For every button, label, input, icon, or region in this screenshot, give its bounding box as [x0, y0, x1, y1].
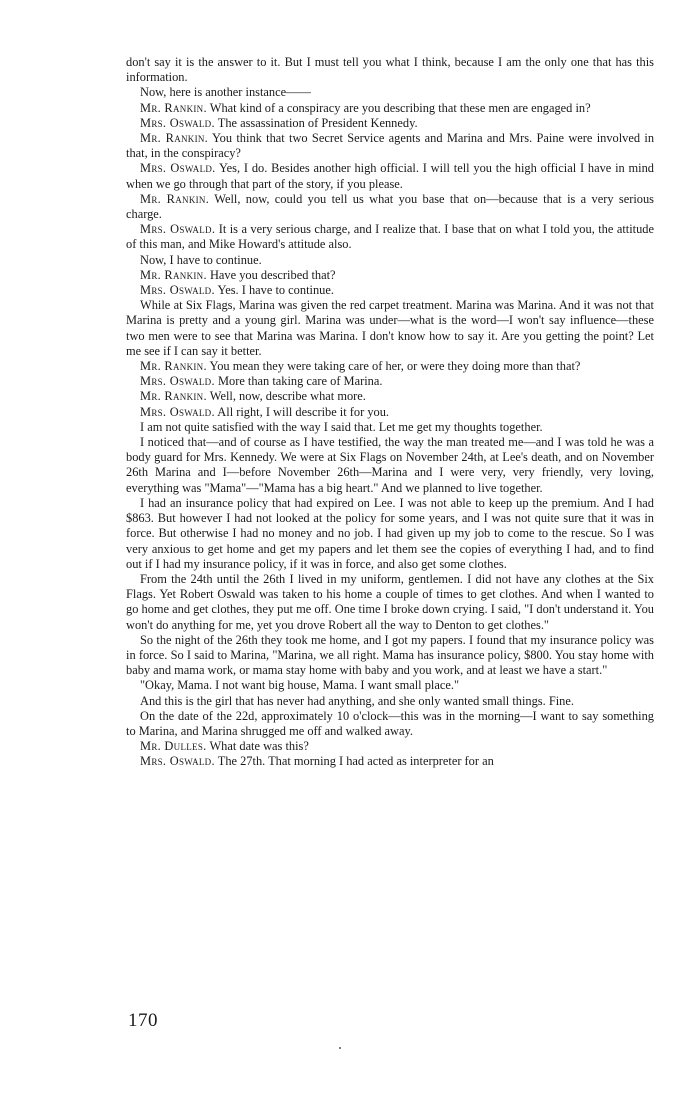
paragraph-text: The assassination of President Kennedy.: [217, 115, 418, 130]
transcript-paragraph: [126, 222, 654, 252]
paragraph-text: It is a very serious charge, and I realize that. I base that on what I told you, the attitude of this man, and Mike Howard's attitude also.: [126, 222, 654, 252]
speaker-name: Mrs. Oswald.: [140, 404, 215, 419]
speaker-name: Mrs. Oswald.: [140, 222, 216, 237]
speaker-name: Mr. Rankin.: [140, 100, 207, 115]
paragraph-text: Now, I have to continue.: [140, 252, 262, 267]
transcript-paragraph: [126, 709, 654, 739]
transcript-paragraph: [126, 283, 654, 298]
transcript-paragraph: [126, 161, 654, 191]
transcript-paragraph: [126, 572, 654, 633]
paragraph-text: Now, here is another instance——: [140, 85, 311, 100]
paragraph-text: And this is the girl that has never had anything, and she only wanted small things. Fine.: [140, 693, 574, 708]
paragraph-text: I had an insurance policy that had expired on Lee. I was not able to keep up the premium. And I had $863. But however I had not looked at the policy for some years, and I was not quite sure that it was in force. But otherwise I had no money and no job. I had given up my job to come to the rescue. So I was very anxious to get home and get my papers and let them see the copies of everything I had, and to find out if I had my insurance policy, if it was in force, and also get some clothes.: [126, 495, 654, 571]
transcript-paragraph: [126, 633, 654, 679]
paragraph-text: I am not quite satisfied with the way I said that. Let me get my thoughts together.: [140, 419, 543, 434]
speaker-name: Mrs. Oswald.: [140, 283, 215, 298]
transcript-paragraph: [126, 192, 654, 222]
speaker-name: Mr. Dulles.: [140, 739, 207, 754]
transcript-paragraph: [126, 85, 654, 100]
transcript-paragraph: [126, 116, 654, 131]
paragraph-text: The 27th. That morning I had acted as interpreter for an: [217, 754, 494, 769]
transcript-paragraph: [126, 55, 654, 85]
transcript-paragraph: [126, 359, 654, 374]
transcript-paragraph: [126, 420, 654, 435]
transcript-paragraph: [126, 389, 654, 404]
transcript-paragraph: [126, 374, 654, 389]
paragraph-text: Have you described that?: [209, 267, 336, 282]
speaker-name: Mrs. Oswald.: [140, 115, 215, 130]
paragraph-text: Yes, I do. Besides another high official. I will tell you the high official I have in mind when we go through that part of the story, if you please.: [126, 161, 655, 191]
transcript-paragraph: [126, 405, 654, 420]
paragraph-text: What kind of a conspiracy are you describing that these men are engaged in?: [209, 100, 591, 115]
paragraph-text: don't say it is the answer to it. But I must tell you what I think, because I am the only one that has this information.: [126, 55, 654, 85]
paragraph-text: On the date of the 22d, approximately 10 o'clock—this was in the morning—I want to say something to Marina, and Marina shrugged me off and walked away.: [126, 708, 654, 738]
scan-speck: [339, 1047, 341, 1049]
transcript-body: [126, 55, 654, 770]
paragraph-text: All right, I will describe it for you.: [217, 404, 390, 419]
speaker-name: Mr. Rankin.: [140, 191, 210, 206]
transcript-paragraph: [126, 754, 654, 769]
paragraph-text: Yes. I have to continue.: [217, 283, 334, 298]
transcript-paragraph: [126, 268, 654, 283]
speaker-name: Mrs. Oswald.: [140, 754, 215, 769]
paragraph-text: Well, now, could you tell us what you base that on—because that is a very serious charge.: [126, 191, 655, 222]
transcript-paragraph: [126, 253, 654, 268]
paragraph-text: More than taking care of Marina.: [217, 374, 383, 389]
transcript-paragraph: [126, 131, 654, 161]
transcript-paragraph: [126, 694, 654, 709]
transcript-paragraph: [126, 678, 654, 693]
paragraph-text: Well, now, describe what more.: [209, 389, 366, 404]
paragraph-text: From the 24th until the 26th I lived in my uniform, gentlemen. I did not have any clothes at the Six Flags. Yet Robert Oswald was taken to his home a couple of times to get clothes. And when I wanted to go home and get clothes, they put me off. One time I broke down crying. I said, "I don't understand it. You won't do anything for me, yet you drove Robert all the way to Denton to get clothes.": [126, 571, 654, 632]
paragraph-text: "Okay, Mama. I not want big house, Mama. I want small place.": [140, 678, 459, 693]
speaker-name: Mr. Rankin.: [140, 131, 209, 146]
paragraph-text: So the night of the 26th they took me home, and I got my papers. I found that my insurance policy was in force. So I said to Marina, "Marina, we all right. Mama has insurance policy, $800. You stay home with baby and mama work, or mama stay home with baby and you work, and at least we have a start.": [126, 632, 654, 678]
transcript-paragraph: [126, 435, 654, 496]
transcript-paragraph: [126, 496, 654, 572]
speaker-name: Mrs. Oswald.: [140, 161, 216, 176]
transcript-paragraph: [126, 298, 654, 359]
transcript-paragraph: [126, 739, 654, 754]
speaker-name: Mr. Rankin.: [140, 359, 207, 374]
paragraph-text: While at Six Flags, Marina was given the red carpet treatment. Marina was Marina. And it was not that Marina is pretty and a young girl. Marina was under—what is the word—I won't say influence—these two men were to see that Marina was Marina. I don't know how to say it. Are you getting the point? Let me see if I can say it better.: [126, 298, 654, 358]
speaker-name: Mr. Rankin.: [140, 389, 207, 404]
speaker-name: Mr. Rankin.: [140, 267, 207, 282]
transcript-paragraph: [126, 101, 654, 116]
paragraph-text: What date was this?: [209, 739, 309, 754]
paragraph-text: I noticed that—and of course as I have testified, the way the man treated me—and I was told he was a body guard for Mrs. Kennedy. We were at Six Flags on November 24th, at Lee's death, and on November 26th Marina and I—before November 26th—Marina and I were very, very friendly, very loving, everything was "Mama"—"Mama has a big heart." And we planned to live together.: [126, 435, 654, 495]
page-number: 170: [128, 1010, 158, 1031]
speaker-name: Mrs. Oswald.: [140, 374, 215, 389]
paragraph-text: You think that two Secret Service agents and Marina and Mrs. Paine were involved in that, in the conspiracy?: [126, 131, 655, 161]
paragraph-text: You mean they were taking care of her, or were they doing more than that?: [209, 359, 581, 374]
